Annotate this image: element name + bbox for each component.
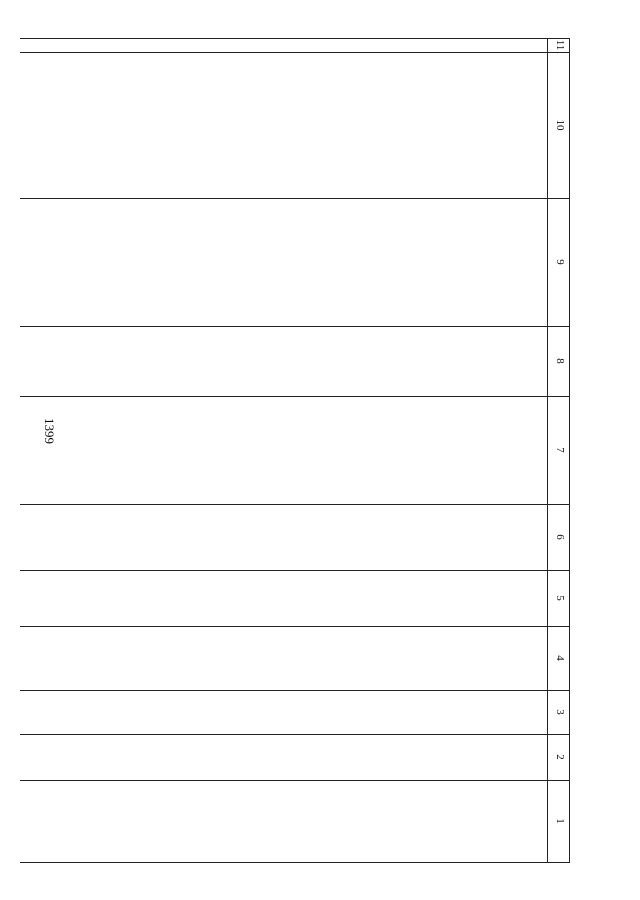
col-rule: [20, 862, 570, 863]
col-header: 4: [554, 655, 566, 661]
col-header: 3: [554, 709, 566, 715]
header-bottom-rule: [547, 38, 548, 862]
col-header: 8: [554, 358, 566, 364]
col-rule: [20, 52, 570, 53]
col-rule: [20, 198, 570, 199]
col-rule: [20, 326, 570, 327]
col-header: 10: [554, 119, 566, 131]
col-rule: [20, 626, 570, 627]
col-rule: [20, 690, 570, 691]
col-header: 1: [554, 818, 566, 824]
col-rule: [20, 396, 570, 397]
col-rule: [20, 780, 570, 781]
col-header: 2: [554, 754, 566, 760]
page-number: 1399: [42, 418, 57, 444]
col-rule: [20, 504, 570, 505]
col-rule: [20, 734, 570, 735]
col-rule: [20, 570, 570, 571]
col-header: 9: [554, 259, 566, 265]
col-header: 5: [554, 595, 566, 601]
data-table: [20, 38, 570, 862]
table-top-rule: [569, 38, 570, 862]
col-header: 7: [554, 447, 566, 453]
col-header: 6: [554, 534, 566, 540]
col-header: 11: [554, 39, 566, 51]
col-rule: [20, 38, 570, 39]
